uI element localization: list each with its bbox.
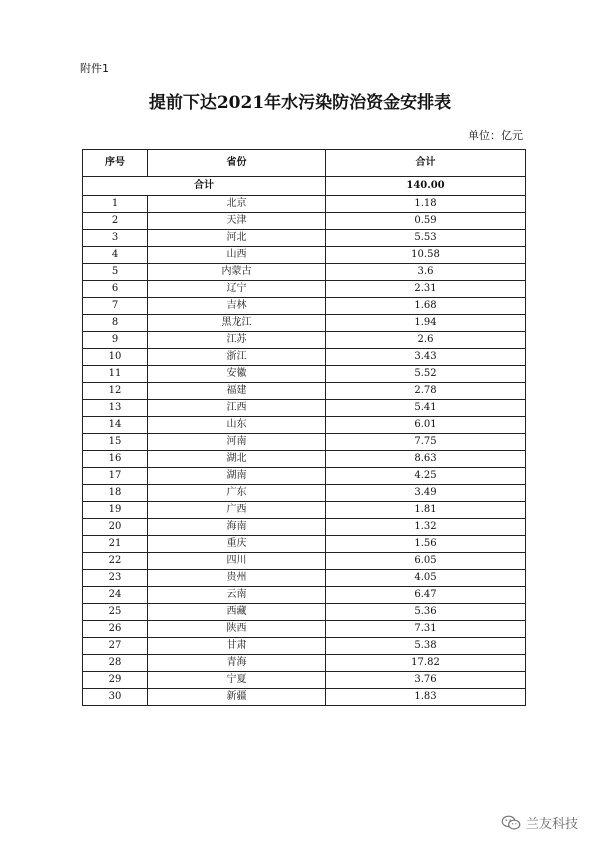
row-province: 福建 [148, 383, 326, 400]
row-index: 20 [83, 519, 148, 536]
table-row [83, 230, 526, 247]
row-index: 19 [83, 502, 148, 519]
row-amount: 7.31 [326, 621, 526, 638]
row-index: 8 [83, 315, 148, 332]
row-index: 2 [83, 213, 148, 230]
row-province: 黑龙江 [148, 315, 326, 332]
row-index: 17 [83, 468, 148, 485]
row-index: 15 [83, 434, 148, 451]
row-province: 浙江 [148, 349, 326, 366]
row-province: 山东 [148, 417, 326, 434]
table-row [83, 672, 526, 689]
table-row [83, 196, 526, 213]
row-index: 24 [83, 587, 148, 604]
watermark [501, 813, 578, 832]
row-index: 9 [83, 332, 148, 349]
row-amount: 5.41 [326, 400, 526, 417]
funding-table [82, 149, 526, 706]
table-row [83, 621, 526, 638]
row-amount: 4.05 [326, 570, 526, 587]
table-header-row [83, 150, 526, 177]
row-amount: 5.52 [326, 366, 526, 383]
table-row [83, 315, 526, 332]
row-province: 江西 [148, 400, 326, 417]
table-row [83, 417, 526, 434]
row-index: 12 [83, 383, 148, 400]
watermark-text: 兰友科技 [525, 817, 578, 832]
row-index: 11 [83, 366, 148, 383]
row-index: 28 [83, 655, 148, 672]
row-province: 新疆 [148, 689, 326, 706]
row-index: 6 [83, 281, 148, 298]
row-amount: 5.53 [326, 230, 526, 247]
row-amount: 1.94 [326, 315, 526, 332]
row-province: 云南 [148, 587, 326, 604]
row-amount: 3.49 [326, 485, 526, 502]
column-header-total: 合计 [326, 150, 526, 177]
table-row [83, 604, 526, 621]
row-amount: 1.18 [326, 196, 526, 213]
row-amount: 1.68 [326, 298, 526, 315]
table-row [83, 281, 526, 298]
row-province: 重庆 [148, 536, 326, 553]
row-index: 13 [83, 400, 148, 417]
unit-label: 单位：亿元 [468, 129, 523, 142]
row-index: 1 [83, 196, 148, 213]
row-amount: 6.47 [326, 587, 526, 604]
row-index: 4 [83, 247, 148, 264]
total-label: 合计 [83, 177, 326, 196]
table-row [83, 383, 526, 400]
row-province: 海南 [148, 519, 326, 536]
row-amount: 2.78 [326, 383, 526, 400]
table-row [83, 434, 526, 451]
row-amount: 3.6 [326, 264, 526, 281]
row-amount: 0.59 [326, 213, 526, 230]
row-amount: 1.32 [326, 519, 526, 536]
row-index: 14 [83, 417, 148, 434]
row-province: 河南 [148, 434, 326, 451]
row-province: 湖北 [148, 451, 326, 468]
column-header-index: 序号 [83, 150, 148, 177]
row-amount: 5.38 [326, 638, 526, 655]
table-row [83, 298, 526, 315]
table-row [83, 502, 526, 519]
row-amount: 2.6 [326, 332, 526, 349]
row-index: 29 [83, 672, 148, 689]
row-index: 30 [83, 689, 148, 706]
row-amount: 7.75 [326, 434, 526, 451]
row-index: 5 [83, 264, 148, 281]
total-value: 140.00 [326, 177, 526, 196]
row-index: 26 [83, 621, 148, 638]
row-amount: 1.83 [326, 689, 526, 706]
row-province: 陕西 [148, 621, 326, 638]
total-row [83, 177, 526, 196]
row-province: 四川 [148, 553, 326, 570]
row-amount: 8.63 [326, 451, 526, 468]
row-province: 内蒙古 [148, 264, 326, 281]
table-row [83, 519, 526, 536]
row-amount: 5.36 [326, 604, 526, 621]
row-amount: 3.76 [326, 672, 526, 689]
row-index: 3 [83, 230, 148, 247]
row-index: 10 [83, 349, 148, 366]
row-index: 22 [83, 553, 148, 570]
row-index: 16 [83, 451, 148, 468]
row-index: 27 [83, 638, 148, 655]
row-province: 河北 [148, 230, 326, 247]
row-amount: 10.58 [326, 247, 526, 264]
row-index: 7 [83, 298, 148, 315]
row-amount: 6.01 [326, 417, 526, 434]
table-row [83, 451, 526, 468]
row-index: 18 [83, 485, 148, 502]
row-index: 25 [83, 604, 148, 621]
row-index: 21 [83, 536, 148, 553]
row-province: 广西 [148, 502, 326, 519]
document-title: 提前下达2021年水污染防治资金安排表 [148, 93, 452, 113]
row-province: 安徽 [148, 366, 326, 383]
table-row [83, 485, 526, 502]
table-row [83, 349, 526, 366]
table-row [83, 553, 526, 570]
row-amount: 1.56 [326, 536, 526, 553]
row-index: 23 [83, 570, 148, 587]
row-province: 贵州 [148, 570, 326, 587]
row-amount: 6.05 [326, 553, 526, 570]
row-amount: 1.81 [326, 502, 526, 519]
table-row [83, 689, 526, 706]
row-amount: 4.25 [326, 468, 526, 485]
row-province: 广东 [148, 485, 326, 502]
table-row [83, 247, 526, 264]
row-province: 北京 [148, 196, 326, 213]
table-row [83, 213, 526, 230]
row-province: 辽宁 [148, 281, 326, 298]
wechat-icon [501, 815, 521, 831]
row-amount: 2.31 [326, 281, 526, 298]
column-header-province: 省份 [148, 150, 326, 177]
row-province: 西藏 [148, 604, 326, 621]
table-row [83, 570, 526, 587]
table-row [83, 655, 526, 672]
table-body [83, 177, 526, 706]
row-province: 青海 [148, 655, 326, 672]
table-row [83, 638, 526, 655]
row-province: 甘肃 [148, 638, 326, 655]
table-row [83, 332, 526, 349]
table-row [83, 264, 526, 281]
row-province: 吉林 [148, 298, 326, 315]
row-amount: 17.82 [326, 655, 526, 672]
table-row [83, 536, 526, 553]
attachment-label: 附件1 [80, 62, 109, 75]
row-province: 湖南 [148, 468, 326, 485]
table-row [83, 400, 526, 417]
row-province: 山西 [148, 247, 326, 264]
table-row [83, 366, 526, 383]
row-province: 江苏 [148, 332, 326, 349]
row-province: 天津 [148, 213, 326, 230]
table-row [83, 587, 526, 604]
table-row [83, 468, 526, 485]
row-amount: 3.43 [326, 349, 526, 366]
row-province: 宁夏 [148, 672, 326, 689]
